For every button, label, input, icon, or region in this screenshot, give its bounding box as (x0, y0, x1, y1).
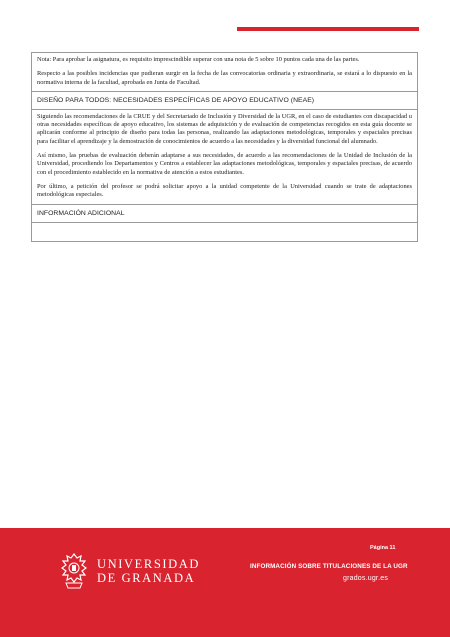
university-seal-icon (58, 552, 90, 590)
neae-cell (32, 110, 417, 205)
incidents-paragraph: Respecto a las posibles incidencias que pudieran surgir en la fecha de las convocatorias ordinaria y extraordinaria, se estará a lo dispuesto en la normativa interna de la facultad, aprobada en Junta de Facultad. (37, 70, 412, 86)
header-accent-bar (237, 27, 419, 31)
neae-paragraph-2: Así mismo, las pruebas de evaluación deberán adaptarse a sus necesidades, de acuerdo a las recomendaciones de la Unidad de Inclusión de la Universidad, procediendo los Departamentos y Centros a establecer las adaptaciones metodológicas, temporales y espaciales precisas, de acuerdo con el procedimiento establecido en la normativa de atención a estos estudiantes. (37, 152, 412, 176)
notes-cell (32, 53, 417, 92)
neae-paragraph-3: Por último, a petición del profesor se podrá solicitar apoyo a la unidad competente de la Universidad cuando se trate de adaptaciones metodológicas especiales. (37, 182, 412, 199)
document-table (31, 52, 418, 242)
additional-info-heading: INFORMACIÓN ADICIONAL (32, 205, 417, 223)
degrees-info-title: INFORMACIÓN SOBRE TITULACIONES DE LA UGR (250, 563, 408, 570)
university-name-line2: DE GRANADA (97, 571, 196, 585)
additional-info-content (32, 223, 417, 241)
page-footer (0, 528, 450, 637)
page-number: Página 11 (370, 545, 396, 551)
note-paragraph: Nota: Para aprobar la asignatura, es requisito imprescindible superar con una nota de 5 sobre 10 puntos cada una de las partes. (37, 56, 360, 63)
university-logo (58, 552, 200, 590)
university-name-line1: UNIVERSIDAD (97, 557, 201, 571)
neae-paragraph-1: Siguiendo las recomendaciones de la CRUE y del Secretariado de Inclusión y Diversidad de la UGR, en el caso de estudiantes con discapacidad u otras necesidades específicas de apoyo educativo, los sistemas de adquisición y de evaluación de competencias recogidos en esta guía docente se aplicarán conforme al principio de diseño para todas las personas, realizando las adaptaciones metodológicas, temporales y espaciales precisas para facilitar el aprendizaje y la demostración de conocimientos de acuerdo a las necesidades y la diversidad funcional del alumnado. (37, 112, 412, 145)
neae-heading: DISEÑO PARA TODOS: NECESIDADES ESPECÍFICAS DE APOYO EDUCATIVO (NEAE) (32, 92, 417, 110)
degrees-url[interactable]: grados.ugr.es (343, 575, 389, 582)
